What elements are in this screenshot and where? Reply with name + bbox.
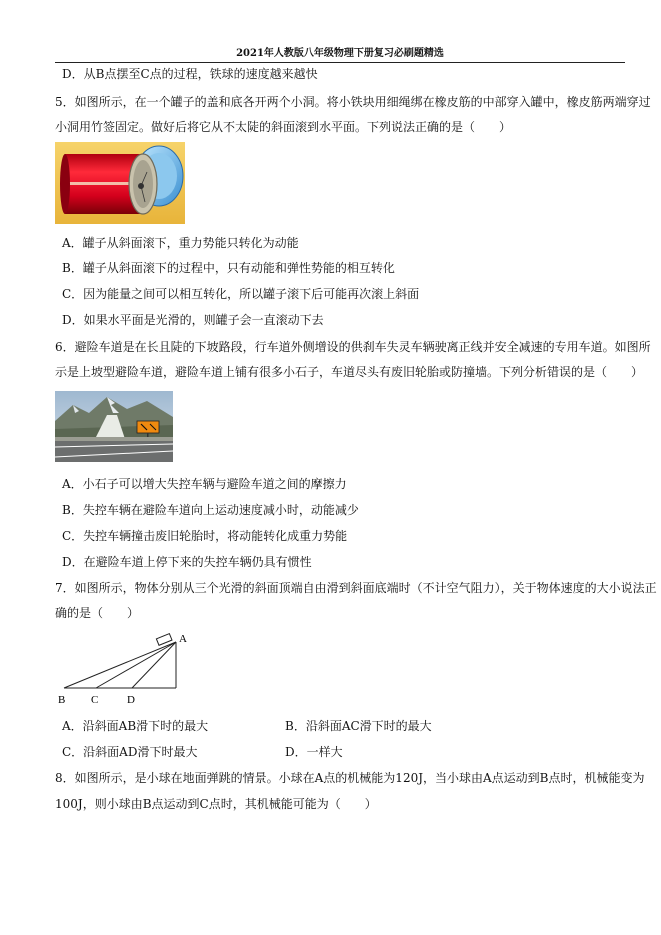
point-b-label: B <box>58 694 66 706</box>
q7-option-a: A．沿斜面AB滑下时的最大 <box>62 719 209 733</box>
can-photo <box>55 142 185 224</box>
q5-option-a: A．罐子从斜面滚下，重力势能只转化为动能 <box>62 236 299 250</box>
q7-stem-line2: 确的是（ ） <box>55 606 140 620</box>
q6-option-a: A．小石子可以增大失控车辆与避险车道之间的摩擦力 <box>62 477 347 491</box>
slope-ad <box>132 642 176 688</box>
q7-stem-line1: 7．如图所示，物体分别从三个光滑的斜面顶端自由滑到斜面底端时（不计空气阻力），关于物体速度的大小说法正 <box>55 581 657 595</box>
block-on-top <box>156 634 172 646</box>
q7-option-d: D．一样大 <box>285 745 343 759</box>
slope-ab <box>64 642 176 688</box>
q6-option-b: B．失控车辆在避险车道向上运动速度减小时，动能减少 <box>62 503 359 517</box>
can-illustration <box>55 142 185 224</box>
q6-stem-line2: 示是上坡型避险车道，避险车道上铺有很多小石子，车道尽头有废旧轮胎或防撞墙。下列分析错误的是（ ） <box>55 365 644 379</box>
inclined-planes-svg <box>56 628 196 708</box>
q7-option-b: B．沿斜面AC滑下时的最大 <box>285 719 432 733</box>
q5-option-c: C．因为能量之间可以相互转化，所以罐子滚下后可能再次滚上斜面 <box>62 287 420 301</box>
page-header: 2021年人教版八年级物理下册复习必刷题精选 <box>55 44 625 63</box>
point-c-label: C <box>91 694 99 706</box>
point-a-label: A <box>179 633 187 645</box>
q6-stem-line1: 6．避险车道是在长且陡的下坡路段，行车道外侧增设的供刹车失灵车辆驶离正线并安全减速的专用车道。如图所 <box>55 340 651 354</box>
escape-lane-illustration <box>55 391 173 462</box>
q6-option-d: D．在避险车道上停下来的失控车辆仍具有惯性 <box>62 555 312 569</box>
q7-option-c: C．沿斜面AD滑下时最大 <box>62 745 198 759</box>
point-d-label: D <box>127 694 135 706</box>
escape-lane-photo <box>55 391 173 462</box>
inclined-planes-diagram <box>56 628 196 708</box>
slope-ac <box>96 642 176 688</box>
q5-stem-line1: 5．如图所示，在一个罐子的盖和底各开两个小洞。将小铁块用细绳绑在橡皮筋的中部穿入罐中，橡皮筋两端穿过 <box>55 95 651 109</box>
q4-option-d: D．从B点摆至C点的过程，铁球的速度越来越快 <box>62 67 318 81</box>
q5-option-b: B．罐子从斜面滚下的过程中，只有动能和弹性势能的相互转化 <box>62 261 395 275</box>
q5-stem-line2: 小洞用竹签固定。做好后将它从不太陡的斜面滚到水平面。下列说法正确的是（ ） <box>55 120 512 134</box>
q8-stem-line2: 100J，则小球由B点运动到C点时，其机械能可能为（ ） <box>55 797 377 811</box>
q5-option-d: D．如果水平面是光滑的，则罐子会一直滚动下去 <box>62 313 324 327</box>
q6-option-c: C．失控车辆撞击废旧轮胎时，将动能转化成重力势能 <box>62 529 348 543</box>
q8-stem-line1: 8．如图所示，是小球在地面弹跳的情景。小球在A点的机械能为120J，当小球由A点运动到B点时，机械能变为 <box>55 771 645 785</box>
